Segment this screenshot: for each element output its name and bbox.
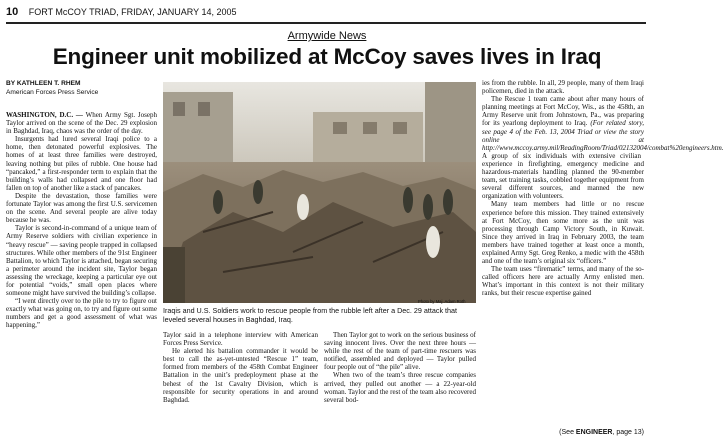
header-rule: [6, 22, 646, 24]
paragraph: Despite the devastation, those families were fortunate Taylor was among the first U.S. servicemen on the scene. And several people are alive today because he was.: [6, 191, 157, 225]
jump-keyword: ENGINEER: [575, 429, 613, 436]
article-column-1: [6, 111, 157, 439]
rubble-scene-image: [163, 82, 476, 303]
paragraph: Insurgents had lured several Iraqi police to a home, then detonated powerful explosives. The homes of at least three families were destroyed, leaving nothing but piles of rubble. One house had “pancaked,” a first-responder term to explain that the building’s walls had collapsed and one floor had fallen on top of another like a stack of pancakes.: [6, 135, 157, 192]
photo-credit: Photo by Maj. Adam Roth: [418, 299, 466, 304]
headline: Engineer unit mobilized at McCoy saves lives in Iraq: [52, 44, 602, 69]
publication-line: FORT McCOY TRIAD, FRIDAY, JANUARY 14, 2005: [28, 7, 237, 17]
related-story-note: (For related story, see page 4 of the Feb. 13, 2004 Triad or view the story online at http://www.mccoy.army.mil/ReadingRoom/Triad/02132004/combat%20engineers.htm.: [482, 119, 724, 152]
article-column-2: [163, 331, 318, 439]
paragraph: Many team members had little or no rescue experience before this mission. They trained extensively at Fort McCoy, then some more as the unit was processing through Camp Victory South, in Kuwait. Since they arrived in Iraq in February 2003, the team members have trained together at least once a month, explained Army Sgt. Greg Renko, a medic with the 458th and one of the team’s original six “officers.”: [482, 200, 644, 266]
jump-suffix: , page 13): [612, 429, 644, 436]
paragraph: “I went directly over to the pile to try to figure out exactly what was going on, to try and figure out some numbers and get a good assessment of what was happening,”: [6, 297, 157, 330]
paragraph: When two of the team’s three rescue companies arrived, they pulled out another — a 22-year-old woman. Taylor and the rest of the team also recovered several bod-: [324, 371, 476, 404]
dateline: WASHINGTON, D.C. —: [6, 111, 83, 119]
paragraph: The team uses “firematic” terms, and many of the so-called officers here are actually Army enlisted men. What’s important in this context is not their military ranks, but their rescue expertise gained: [482, 265, 644, 298]
paragraph: [482, 95, 724, 201]
paragraph-text: The Rescue 1 team came about after many hours of planning meetings at Fort McCoy, Wis., as the 458th, an Army Reserve unit from Johnstown, Pa., was preparing for its yearlong deployment to Iraq.: [482, 95, 644, 128]
paragraph-text: A group of six individuals with extensive civilian experience in firefighting, emergency medicine and hazardous-materials handling planned the 90-member team, set training tasks, cobbled together equipment from several different sources, and manned the new organization with volunteers.: [482, 151, 644, 201]
paragraph: [6, 111, 157, 135]
page-number: 10: [6, 6, 19, 18]
byline-affiliation: American Forces Press Service: [6, 89, 99, 96]
paragraph-text: When Army Sgt. Joseph Taylor arrived on the scene of the Dec. 29 explosion in Baghdad, Iraq, chaos was the order of the day.: [6, 111, 157, 136]
article-column-4: [482, 79, 724, 419]
rescue-photo: [163, 82, 476, 303]
paragraph: He alerted his battalion commander it would be best to call the as-yet-untested “Rescue 1” team, formed from members of the 458th Combat Engineer Battalion in the unit’s predeployment phase at the behest of the 1st Cavalry Division, which is responsible for security operations in and around Baghdad.: [163, 347, 318, 404]
paragraph: Taylor is second-in-command of a unique team of Army Reserve soldiers with civilian experience in “heavy rescue” — saving people trapped in collapsed structures. While other members of the 91st Engineer Battalion, to which Taylor is attached, began securing a perimeter around the incident site, Taylor began assessing the wreckage, keeping a particular eye out for potential “voids,” small open places where someone might have survived the building’s collapse.: [6, 224, 157, 298]
byline-author: BY KATHLEEN T. RHEM: [6, 80, 81, 87]
continued-jump-line: [559, 429, 644, 436]
jump-prefix: (See: [559, 429, 576, 436]
paragraph: Taylor said in a telephone interview with American Forces Press Service.: [163, 331, 318, 348]
paragraph: ies from the rubble. In all, 29 people, many of them Iraqi policemen, died in the attack.: [482, 79, 644, 96]
article-column-3: [324, 331, 476, 439]
page-header: [6, 6, 646, 19]
section-label: Armywide News: [287, 30, 367, 42]
photo-caption: Iraqis and U.S. Soldiers work to rescue people from the rubble left after a Dec. 29 attack that leveled several houses in Baghdad, Iraq.: [163, 306, 458, 324]
paragraph: Then Taylor got to work on the serious business of saving innocent lives. Over the next three hours — while the rest of the team of part-time rescuers was notified, assembled and deployed — Taylor pulled four people out of “the pile” alive.: [324, 331, 476, 372]
